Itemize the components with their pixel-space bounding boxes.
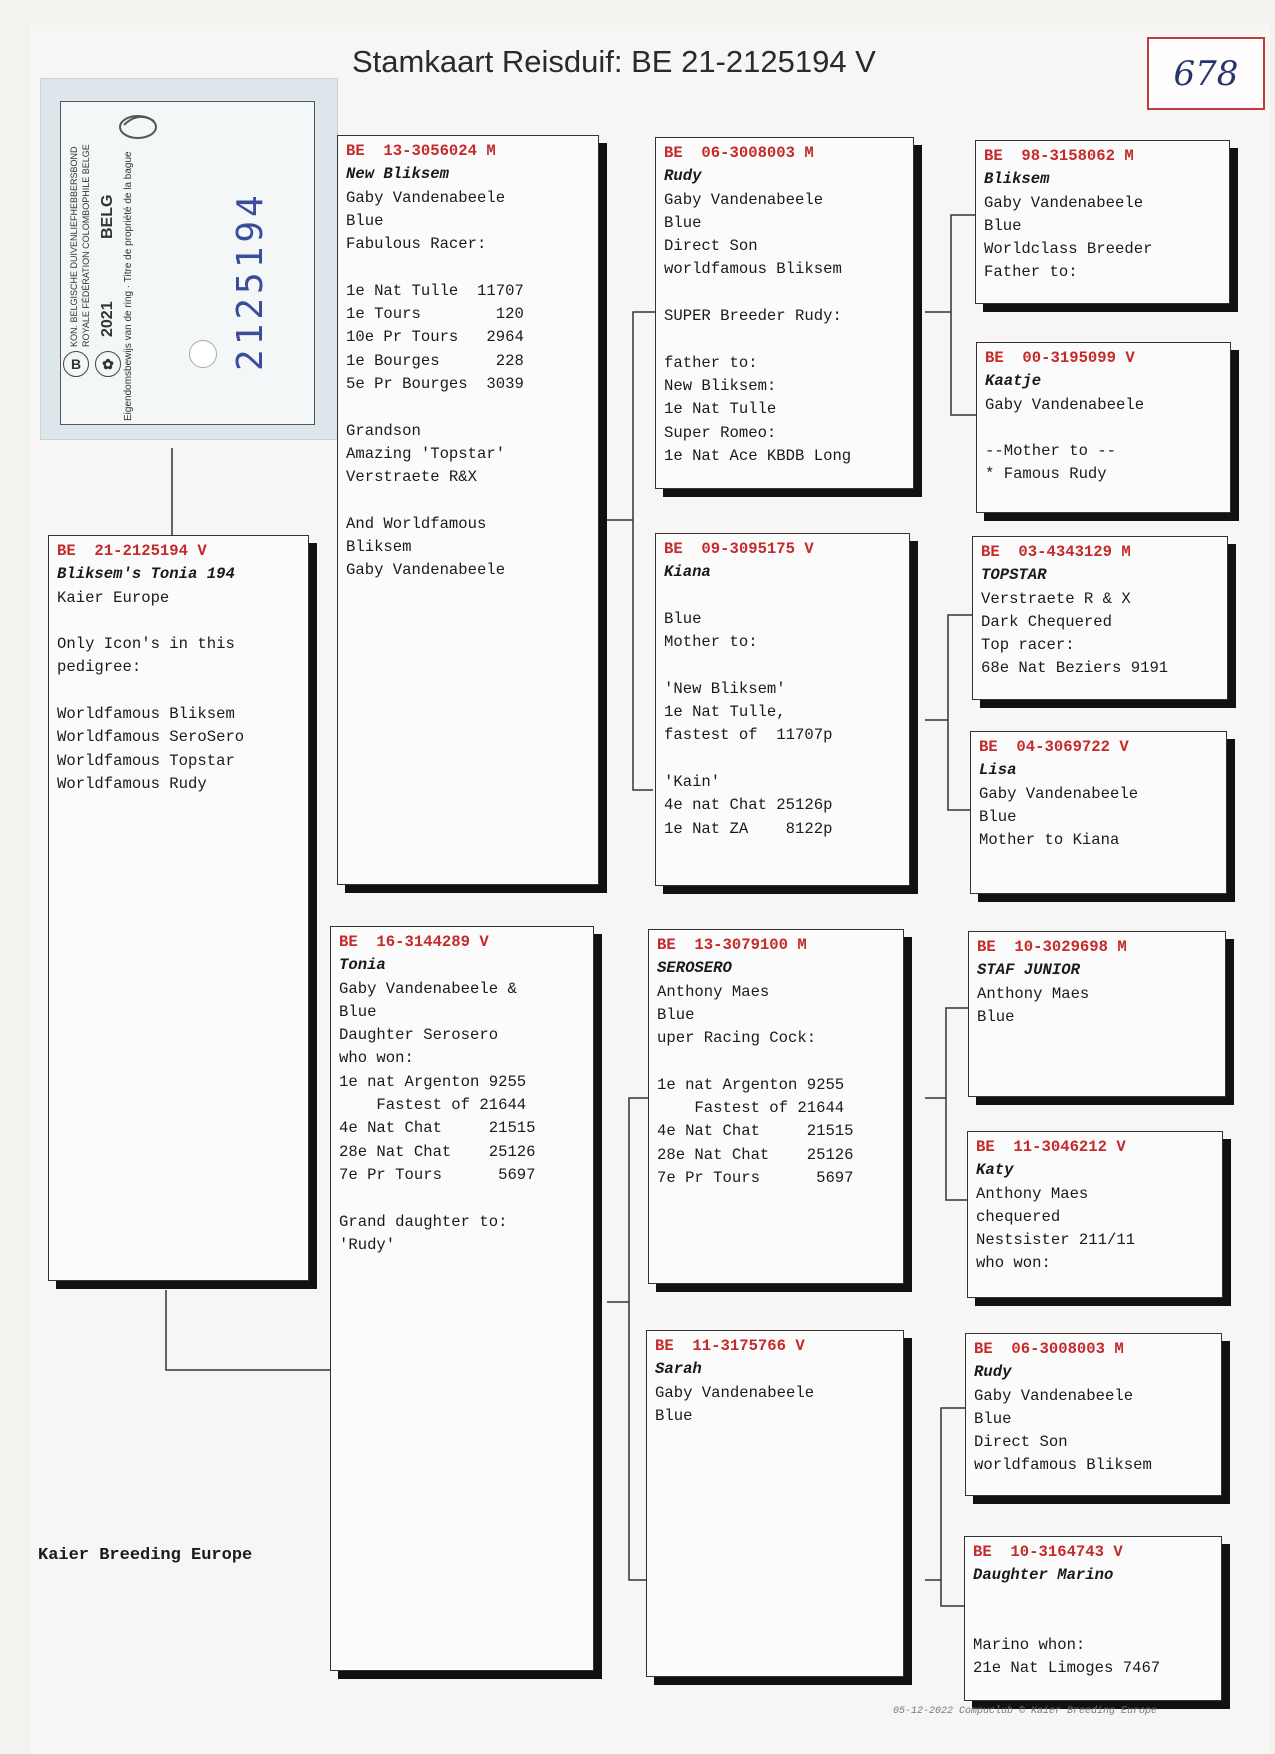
ring-number-header: BE 11-3175766 V	[655, 1337, 805, 1355]
ring-number-header: BE 13-3079100 M	[657, 936, 807, 954]
pedigree-line: Mother to Kiana	[979, 831, 1120, 850]
pedigree-line: Blue	[979, 807, 1017, 826]
pedigree-line: Blue	[984, 216, 1022, 235]
pedigree-line: 4e nat Chat 25126p	[664, 796, 833, 815]
pedigree-line: 4e Nat Chat 21515	[657, 1122, 854, 1141]
pedigree-line: And Worldfamous	[346, 514, 487, 533]
org-line-2: ROYALE FÉDÉRATION COLOMBOPHILE BELGE	[81, 144, 91, 347]
ownership-text: Eigendomsbewijs van de ring · Titre de propriété de la bague	[123, 151, 134, 421]
pedigree-line: worldfamous Bliksem	[664, 260, 842, 279]
pedigree-line: 68e Nat Beziers 9191	[981, 659, 1169, 678]
pedigree-card-fmm	[970, 731, 1227, 894]
pedigree-line: Blue	[664, 609, 702, 628]
pedigree-line: * Famous Rudy	[985, 465, 1107, 484]
pedigree-line	[346, 489, 590, 512]
pedigree-line: Top racer:	[981, 636, 1075, 655]
pedigree-line: Anthony Maes	[977, 984, 1090, 1003]
pedigree-line: Amazing 'Topstar'	[346, 444, 506, 463]
pedigree-line	[657, 1050, 895, 1073]
pedigree-line: Direct Son	[664, 237, 758, 256]
pedigree-line	[664, 748, 901, 771]
pedigree-line: Super Romeo:	[664, 423, 777, 442]
pedigree-line: 'Rudy'	[339, 1235, 396, 1254]
pedigree-line: Gaby Vandenabeele	[664, 190, 824, 209]
pedigree-line: worldfamous Bliksem	[974, 1456, 1152, 1475]
pedigree-card-mother	[330, 926, 594, 1671]
ring-number-header: BE 16-3144289 V	[339, 933, 489, 951]
ring-number-header: BE 98-3158062 M	[984, 147, 1134, 165]
pedigree-line: who won:	[976, 1254, 1051, 1273]
pedigree-card-fmf	[972, 536, 1228, 700]
pedigree-line: Father to:	[984, 263, 1078, 282]
pedigree-line: 1e Nat ZA 8122p	[664, 819, 833, 838]
pedigree-card-mmf	[965, 1333, 1222, 1496]
ring-number-header: BE 03-4343129 M	[981, 543, 1131, 561]
pedigree-line: Fastest of 21644	[657, 1099, 845, 1118]
ring-number-header: BE 10-3164743 V	[973, 1543, 1123, 1561]
pedigree-card-ffm	[976, 342, 1231, 513]
pedigree-line: Blue	[655, 1406, 693, 1425]
pedigree-line: Blue	[974, 1409, 1012, 1428]
pedigree-line: who won:	[339, 1049, 414, 1068]
pedigree-line: Dark Chequered	[981, 612, 1113, 631]
pedigree-line	[973, 1611, 1213, 1634]
ring-number-header: BE 06-3008003 M	[974, 1340, 1124, 1358]
pedigree-line: 1e Nat Tulle 11707	[346, 281, 524, 300]
pedigree-card-mfm	[967, 1131, 1223, 1298]
pedigree-line: Blue	[339, 1002, 377, 1021]
pigeon-name: Rudy	[974, 1363, 1012, 1382]
pedigree-line: Fastest of 21644	[339, 1096, 527, 1115]
pedigree-line: 28e Nat Chat 25126	[339, 1142, 536, 1161]
pedigree-line: fastest of 11707p	[664, 726, 833, 745]
pedigree-line: Fabulous Racer:	[346, 235, 487, 254]
pedigree-line: Grandson	[346, 421, 421, 440]
ring-number-header: BE 13-3056024 M	[346, 142, 496, 160]
pedigree-line: 1e Nat Tulle	[664, 400, 777, 419]
pigeon-name: Katy	[976, 1161, 1014, 1180]
pedigree-line: father to:	[664, 353, 758, 372]
ring-country: BELG	[99, 194, 116, 239]
pedigree-line: 7e Pr Tours 5697	[657, 1168, 854, 1187]
pedigree-line: Worldfamous Bliksem	[57, 705, 235, 724]
ring-year: 2021	[99, 301, 116, 337]
pedigree-line: Gaby Vandenabeele &	[339, 979, 517, 998]
ring-number-header: BE 00-3195099 V	[985, 349, 1135, 367]
ring-number-header: BE 21-2125194 V	[57, 542, 207, 560]
pedigree-line: Gaby Vandenabeele	[655, 1383, 815, 1402]
pedigree-line	[973, 1588, 1213, 1611]
pedigree-line: 10e Pr Tours 2964	[346, 328, 524, 347]
pedigree-card-fff	[975, 140, 1230, 304]
pedigree-card-mff	[968, 931, 1226, 1097]
pedigree-line: 1e nat Argenton 9255	[657, 1075, 845, 1094]
pedigree-line: Blue	[657, 1005, 695, 1024]
kbdb-logo-icon: B	[63, 351, 89, 377]
pedigree-line: 5e Pr Bourges 3039	[346, 374, 524, 393]
pedigree-line: Marino whon:	[973, 1636, 1086, 1655]
pedigree-line: pedigree:	[57, 658, 142, 677]
pedigree-card-mother-sire	[648, 929, 904, 1284]
handwritten-number-stamp: 678	[1147, 37, 1265, 110]
pedigree-card-father-sire	[655, 137, 914, 489]
pigeon-name: Kaatje	[985, 372, 1042, 391]
pedigree-line: Gaby Vandenabeele	[984, 193, 1144, 212]
pedigree-line: Blue	[977, 1007, 1015, 1026]
pigeon-name: SEROSERO	[657, 959, 732, 978]
pedigree-line: Worldfamous Topstar	[57, 751, 235, 770]
pedigree-line: 21e Nat Limoges 7467	[973, 1659, 1161, 1678]
pedigree-line: 'New Bliksem'	[664, 679, 786, 698]
pedigree-line	[985, 417, 1222, 440]
pedigree-line: Mother to:	[664, 633, 758, 652]
pedigree-line: Worldfamous Rudy	[57, 774, 207, 793]
pedigree-line: 1e nat Argenton 9255	[339, 1072, 527, 1091]
ring-number-header: BE 04-3069722 V	[979, 738, 1129, 756]
pedigree-line: Nestsister 211/11	[976, 1231, 1136, 1250]
pedigree-line: Gaby Vandenabeele	[974, 1386, 1134, 1405]
pedigree-card-father	[337, 135, 599, 885]
pigeon-name: Rudy	[664, 167, 702, 186]
pedigree-card-father-dam	[655, 533, 910, 886]
pedigree-line: Anthony Maes	[657, 982, 770, 1001]
ring-number-header: BE 09-3095175 V	[664, 540, 814, 558]
pedigree-line: --Mother to --	[985, 442, 1117, 461]
pedigree-card-mother-dam	[646, 1330, 904, 1677]
pedigree-line	[664, 282, 905, 305]
pedigree-line: Grand daughter to:	[339, 1212, 508, 1231]
pedigree-line: 4e Nat Chat 21515	[339, 1119, 536, 1138]
page-title: Stamkaart Reisduif: BE 21-2125194 V	[352, 44, 876, 79]
pigeon-name: Sarah	[655, 1360, 702, 1379]
pedigree-line: Gaby Vandenabeele	[346, 561, 506, 580]
pedigree-line	[664, 585, 901, 608]
pedigree-line	[664, 328, 905, 351]
pedigree-line: Anthony Maes	[976, 1184, 1089, 1203]
pedigree-line: 1e Bourges 228	[346, 351, 524, 370]
pigeon-name: New Bliksem	[346, 165, 449, 184]
org-line-1: KON. BELGISCHE DUIVENLIEFHEBBERSBOND	[69, 146, 79, 347]
pedigree-line: 1e Nat Ace KBDB Long	[664, 446, 852, 465]
pedigree-line: Worldfamous SeroSero	[57, 728, 245, 747]
pedigree-line: 1e Nat Tulle,	[664, 703, 786, 722]
pedigree-line: Gaby Vandenabeele	[985, 395, 1145, 414]
pedigree-card-subject	[48, 535, 309, 1281]
pedigree-line: Verstraete R & X	[981, 589, 1131, 608]
pedigree-line: SUPER Breeder Rudy:	[664, 307, 842, 326]
pedigree-line: 28e Nat Chat 25126	[657, 1145, 854, 1164]
pedigree-line: Daughter Serosero	[339, 1026, 499, 1045]
print-info: 05-12-2022 Compuclub © Kaier Breeding Europe	[893, 1706, 1158, 1717]
pedigree-line	[346, 396, 590, 419]
pigeon-name: Bliksem	[984, 170, 1050, 189]
pedigree-line: Gaby Vandenabeele	[346, 188, 506, 207]
pigeon-name: Tonia	[339, 956, 386, 975]
pigeon-name: Bliksem's Tonia 194	[57, 565, 235, 584]
pigeon-name: Kiana	[664, 563, 711, 582]
pedigree-line	[339, 1187, 585, 1210]
pedigree-line: 1e Tours 120	[346, 305, 524, 324]
pigeon-name: TOPSTAR	[981, 566, 1047, 585]
pedigree-line: 'Kain'	[664, 772, 721, 791]
pedigree-line: Blue	[346, 211, 384, 230]
pedigree-line: uper Racing Cock:	[657, 1029, 817, 1048]
pedigree-line: chequered	[976, 1207, 1061, 1226]
pigeon-name: Lisa	[979, 761, 1017, 780]
pedigree-line: Direct Son	[974, 1433, 1068, 1452]
pedigree-line	[664, 654, 901, 677]
federation-logo-icon: ✿	[95, 351, 121, 377]
ring-number-header: BE 06-3008003 M	[664, 144, 814, 162]
pedigree-line	[346, 256, 590, 279]
pedigree-line: Verstraete R&X	[346, 468, 478, 487]
ring-number-header: BE 10-3029698 M	[977, 938, 1127, 956]
ring-number: 2125194	[230, 191, 271, 371]
pedigree-line: Bliksem	[346, 538, 412, 557]
pedigree-line	[57, 680, 300, 703]
pedigree-line: Worldclass Breeder	[984, 240, 1153, 259]
pigeon-name: Daughter Marino	[973, 1566, 1114, 1585]
pedigree-line: Gaby Vandenabeele	[979, 784, 1139, 803]
pigeon-name: STAF JUNIOR	[977, 961, 1080, 980]
pedigree-line: 7e Pr Tours 5697	[339, 1165, 536, 1184]
pedigree-line: Kaier Europe	[57, 588, 170, 607]
pedigree-line: New Bliksem:	[664, 376, 777, 395]
pedigree-line: Blue	[664, 213, 702, 232]
footer-breeder: Kaier Breeding Europe	[38, 1546, 253, 1565]
ring-number-header: BE 11-3046212 V	[976, 1138, 1126, 1156]
pedigree-card-mmm	[964, 1536, 1222, 1701]
pedigree-line	[57, 610, 300, 633]
pedigree-line: Only Icon's in this	[57, 635, 235, 654]
